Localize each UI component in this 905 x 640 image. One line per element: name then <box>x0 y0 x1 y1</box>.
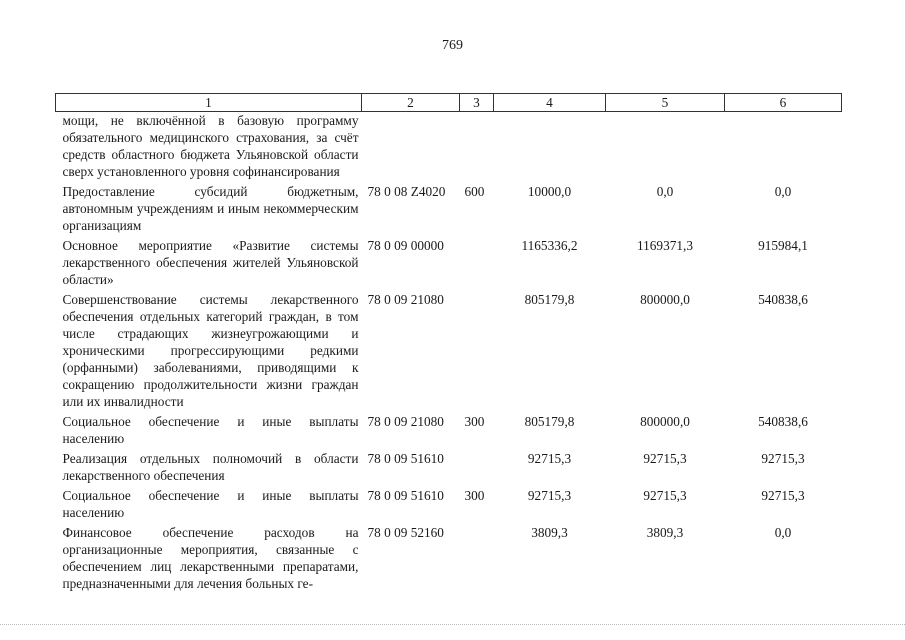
row-name: Основное мероприятие «Развитие системы лекарственного обеспечения жителей Ульяновской области» <box>62 238 359 287</box>
row-value-3: 92715,3 <box>761 488 805 503</box>
row-expense-type: 600 <box>464 184 485 199</box>
header-row <box>56 94 842 112</box>
row-expense-type <box>460 288 494 410</box>
header-col-2: 2 <box>362 94 460 112</box>
row-name: Финансовое обеспечение расходов на организационные мероприятия, связанные с обеспечением лиц лекарственными препаратами, предназначенными для лечения больных ге- <box>62 525 359 591</box>
row-value-1: 92715,3 <box>527 451 572 466</box>
row-name: Социальное обеспечение и иные выплаты населению <box>62 414 359 446</box>
row-value-3: 0,0 <box>774 525 792 540</box>
table-row <box>56 112 842 181</box>
row-code: 78 0 08 Z4020 <box>367 184 446 199</box>
row-value-2: 1169371,3 <box>636 238 694 253</box>
table-row <box>56 410 842 447</box>
table-row <box>56 447 842 484</box>
row-code: 78 0 09 00000 <box>367 238 444 253</box>
row-name: мощи, не включённой в базовую программу обязательного медицинского страхования, за счёт средств областного бюджета Ульяновской области сверх установленного уровня софинансирования <box>62 113 359 179</box>
page-number: 769 <box>442 38 463 53</box>
row-expense-type <box>460 234 494 288</box>
row-name: Реализация отдельных полномочий в области лекарственного обеспечения <box>62 451 359 483</box>
row-value-2: 3809,3 <box>646 525 684 540</box>
row-code: 78 0 09 21080 <box>367 414 444 429</box>
row-value-1 <box>494 112 606 181</box>
row-value-1: 805179,8 <box>524 414 575 429</box>
row-value-2: 800000,0 <box>640 414 690 429</box>
table-row <box>56 521 842 592</box>
row-name: Предоставление субсидий бюджетным, автономным учреждениям и иным некоммерческим организациям <box>62 184 359 233</box>
row-value-2: 0,0 <box>656 184 674 199</box>
header-col-1: 1 <box>56 94 362 112</box>
table-row <box>56 484 842 521</box>
row-value-1: 10000,0 <box>527 184 572 199</box>
header-col-6: 6 <box>725 94 842 112</box>
row-expense-type: 300 <box>464 488 485 503</box>
row-value-1: 805179,8 <box>524 292 575 307</box>
row-expense-type <box>460 447 494 484</box>
row-expense-type <box>460 112 494 181</box>
row-value-2: 800000,0 <box>640 292 690 307</box>
row-value-2: 92715,3 <box>643 451 687 466</box>
row-expense-type <box>460 521 494 592</box>
header-col-3: 3 <box>460 94 494 112</box>
row-value-3: 540838,6 <box>758 414 808 429</box>
table-row <box>56 180 842 234</box>
row-value-1: 92715,3 <box>527 488 572 503</box>
row-value-2 <box>606 112 725 181</box>
row-code: 78 0 09 52160 <box>367 525 444 540</box>
row-value-3: 540838,6 <box>758 292 808 307</box>
header-col-4: 4 <box>494 94 606 112</box>
row-code <box>362 112 460 181</box>
table-row <box>56 288 842 410</box>
row-value-3: 915984,1 <box>758 238 808 253</box>
row-value-1: 1165336,2 <box>521 238 578 253</box>
row-name: Совершенствование системы лекарственного обеспечения отдельных категорий граждан, в том числе страдающих жизнеугрожающими и хроническими прогрессирующими редкими (орфанными) заболеваниями, приводящими к сокращению продолжительности жизни граждан или их инвалидности <box>62 292 359 409</box>
row-code: 78 0 09 21080 <box>367 292 444 307</box>
row-value-3: 92715,3 <box>761 451 805 466</box>
row-expense-type: 300 <box>464 414 485 429</box>
header-col-5: 5 <box>606 94 725 112</box>
row-value-3: 0,0 <box>774 184 792 199</box>
row-code: 78 0 09 51610 <box>367 488 444 503</box>
row-value-1: 3809,3 <box>531 525 568 540</box>
row-name: Социальное обеспечение и иные выплаты населению <box>62 488 359 520</box>
table-row <box>56 234 842 288</box>
row-code: 78 0 09 51610 <box>367 451 444 466</box>
row-value-3 <box>725 112 842 181</box>
row-value-2: 92715,3 <box>643 488 687 503</box>
bottom-scan-edge <box>0 624 905 626</box>
budget-table <box>55 93 842 592</box>
